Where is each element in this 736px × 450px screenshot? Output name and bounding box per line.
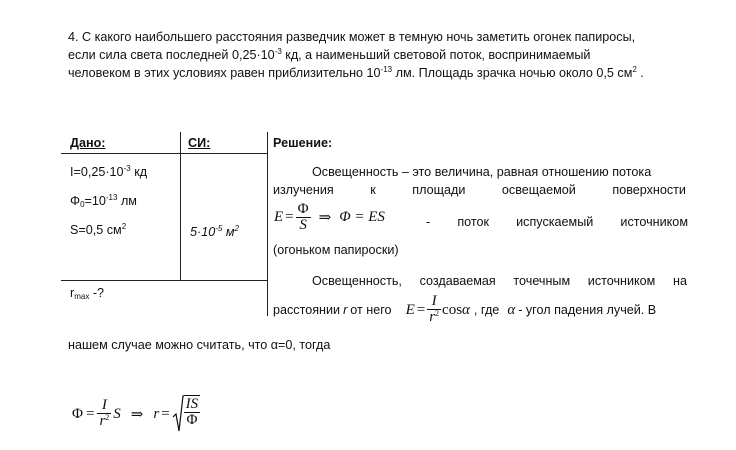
find-radius bbox=[70, 285, 104, 303]
given-text: S=0,5 см bbox=[70, 223, 122, 237]
word: Освещенность, bbox=[312, 274, 402, 288]
solution-p1-line4: (огоньком папироски) bbox=[273, 243, 399, 257]
formula-final bbox=[72, 395, 200, 433]
exponent: -3 bbox=[274, 47, 282, 56]
subscript: max bbox=[74, 292, 90, 301]
solution-text: , где bbox=[473, 303, 500, 317]
math-symbol: r bbox=[429, 309, 436, 325]
problem-line-3 bbox=[68, 65, 644, 83]
problem-line-2 bbox=[68, 47, 590, 65]
header-underline bbox=[61, 153, 267, 154]
exponent: 2 bbox=[234, 224, 239, 233]
solution-p1-line1: Освещенность – это величина, равная отношению потока bbox=[312, 165, 652, 179]
given-text: I=0,25·10 bbox=[70, 165, 124, 179]
solution-p1-line2 bbox=[273, 182, 686, 198]
math-expression: Φ = ES bbox=[339, 209, 385, 225]
si-area bbox=[190, 224, 239, 242]
word: создаваемая bbox=[419, 274, 496, 288]
word: площади bbox=[412, 183, 466, 197]
solution-p3: нашем случае можно считать, что α=0, тогда bbox=[68, 338, 331, 352]
exponent: -5 bbox=[215, 224, 223, 233]
math-symbol: Φ bbox=[72, 405, 83, 422]
math-symbol: = bbox=[161, 405, 170, 422]
divider-si-solution bbox=[267, 132, 268, 316]
find-text: r bbox=[70, 286, 75, 300]
math-symbol: r bbox=[153, 405, 160, 422]
exponent: 2 bbox=[121, 222, 127, 231]
problem-text: человеком в этих условиях равен приблизительно 10 bbox=[68, 66, 381, 80]
math-symbol: E bbox=[405, 301, 415, 318]
given-area bbox=[70, 222, 126, 240]
word: поверхности bbox=[612, 183, 686, 197]
problem-text: . bbox=[636, 66, 644, 80]
formula-point-source bbox=[406, 294, 470, 326]
exponent: -13 bbox=[105, 193, 118, 202]
solution-p2-line1 bbox=[312, 273, 687, 289]
exponent: -13 bbox=[380, 65, 393, 74]
square-root bbox=[172, 395, 201, 433]
solution-header: Решение: bbox=[273, 136, 333, 150]
solution-text: - угол падения лучей. В bbox=[518, 303, 657, 317]
word: источником bbox=[587, 274, 656, 288]
exponent: 2 bbox=[632, 65, 637, 74]
dano-header: Дано: bbox=[70, 136, 106, 150]
math-symbol: = bbox=[85, 405, 95, 422]
math-symbol: r bbox=[99, 413, 106, 429]
find-text: -? bbox=[89, 286, 105, 300]
fraction-numerator: I bbox=[97, 398, 111, 414]
exponent: -3 bbox=[123, 164, 131, 173]
word: испускаемый bbox=[516, 215, 594, 229]
implies-arrow: ⇒ bbox=[130, 406, 144, 423]
exponent: 2 bbox=[435, 309, 440, 318]
problem-text: лм. Площадь зрачка ночью около 0,5 см bbox=[392, 66, 633, 80]
math-symbol: = bbox=[285, 209, 294, 225]
word: на bbox=[672, 274, 687, 288]
fraction bbox=[97, 398, 111, 430]
word: излучения bbox=[273, 183, 334, 197]
math-symbol: S bbox=[113, 405, 121, 422]
divider-dano-si bbox=[180, 132, 181, 280]
solution-text: расстоянии bbox=[273, 303, 341, 317]
math-symbol: α bbox=[462, 301, 470, 318]
fraction-numerator: Φ bbox=[297, 201, 309, 217]
fraction-denominator: S bbox=[299, 217, 307, 233]
math-function: cos bbox=[442, 301, 463, 318]
given-flux bbox=[70, 193, 137, 211]
implies-arrow: ⇒ bbox=[318, 210, 332, 226]
problem-text: если сила света последней 0,25·10 bbox=[68, 48, 275, 62]
given-intensity bbox=[70, 164, 147, 182]
given-text: лм bbox=[117, 194, 137, 208]
si-text: 5·10 bbox=[190, 225, 216, 239]
exponent: 2 bbox=[105, 413, 110, 422]
fraction bbox=[296, 202, 311, 233]
solution-p1-line3 bbox=[426, 214, 688, 230]
math-symbol: = bbox=[416, 301, 426, 318]
word: освещаемой bbox=[501, 183, 576, 197]
word: - bbox=[426, 215, 431, 229]
problem-text: кд, а наименьший световой поток, воспринимаемый bbox=[281, 48, 591, 62]
math-symbol: α bbox=[507, 301, 516, 318]
solution-text: r bbox=[343, 303, 348, 317]
problem-text: 4. С какого наибольшего расстояния разведчик может в темную ночь заметить огонек папиросы, bbox=[68, 30, 636, 44]
given-text: Φ bbox=[70, 194, 81, 208]
fraction-numerator: I bbox=[427, 294, 441, 310]
fraction-denominator: Φ bbox=[186, 412, 198, 428]
find-separator bbox=[61, 280, 267, 281]
math-symbol: E bbox=[274, 209, 284, 225]
fraction bbox=[427, 294, 441, 326]
fraction bbox=[184, 395, 201, 433]
given-text: кд bbox=[130, 165, 148, 179]
given-text: =10 bbox=[84, 194, 106, 208]
word: источником bbox=[620, 215, 688, 229]
word: точечным bbox=[513, 274, 571, 288]
fraction-numerator: IS bbox=[185, 396, 199, 412]
formula-illuminance bbox=[274, 202, 385, 233]
si-header: СИ: bbox=[188, 136, 211, 150]
problem-line-1 bbox=[68, 29, 635, 45]
subscript: 0 bbox=[80, 200, 85, 209]
si-text: м bbox=[222, 225, 235, 239]
fraction-denominator bbox=[427, 310, 441, 326]
solution-text: от него bbox=[350, 303, 392, 317]
radical-sign-icon bbox=[172, 395, 184, 433]
word: поток bbox=[457, 215, 490, 229]
solution-p2-line2 bbox=[273, 294, 656, 326]
word: к bbox=[370, 183, 376, 197]
fraction-denominator bbox=[97, 414, 111, 430]
